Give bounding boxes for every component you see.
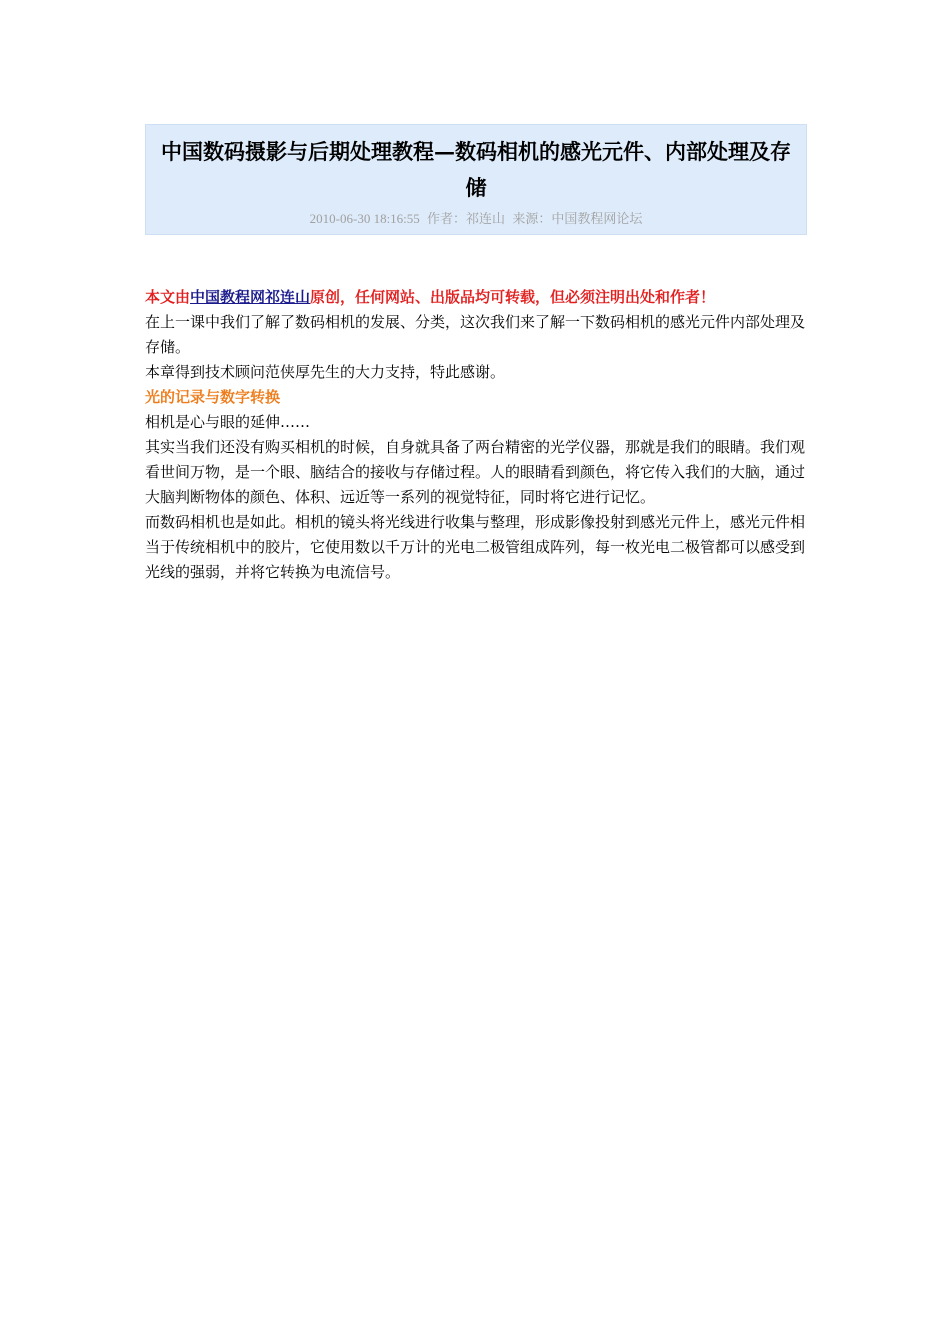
article	[145, 124, 807, 585]
paragraph-thanks: 本章得到技术顾问范侠厚先生的大力支持，特此感谢。	[145, 363, 506, 381]
paragraph-section-1: 相机是心与眼的延伸……	[145, 413, 311, 431]
article-datetime: 2010-06-30 18:16:55	[309, 211, 420, 226]
paragraph-intro: 在上一课中我们了解了数码相机的发展、分类，这次我们来了解一下数码相机的感光元件内部处理及存储。	[145, 313, 806, 356]
article-body	[145, 285, 807, 585]
paragraph-section-2: 其实当我们还没有购买相机的时候，自身就具备了两台精密的光学仪器，那就是我们的眼睛。我们观看世间万物，是一个眼、脑结合的接收与存储过程。人的眼睛看到颜色，将它传入我们的大脑，通过大脑判断物体的颜色、体积、远近等一系列的视觉特征，同时将它进行记忆。	[145, 438, 806, 506]
author-link[interactable]: 中国教程网祁连山	[190, 288, 311, 306]
section-title: 光的记录与数字转换	[145, 388, 281, 406]
article-title: 中国数码摄影与后期处理教程—数码相机的感光元件、内部处理及存储	[161, 139, 791, 200]
article-header	[145, 124, 807, 235]
paragraph-section-3: 而数码相机也是如此。相机的镜头将光线进行收集与整理，形成影像投射到感光元件上，感光元件相当于传统相机中的胶片，它使用数以千万计的光电二极管组成阵列，每一枚光电二极管都可以感受到光线的强弱，并将它转换为电流信号。	[145, 513, 806, 581]
notice-prefix: 本文由	[145, 288, 191, 306]
article-author: 作者：祁连山	[427, 211, 506, 226]
article-source: 来源：中国教程网论坛	[512, 211, 643, 226]
article-meta	[152, 210, 800, 228]
notice-suffix: 原创，任何网站、出版品均可转载，但必须注明出处和作者！	[310, 288, 716, 306]
copyright-notice	[145, 285, 807, 310]
